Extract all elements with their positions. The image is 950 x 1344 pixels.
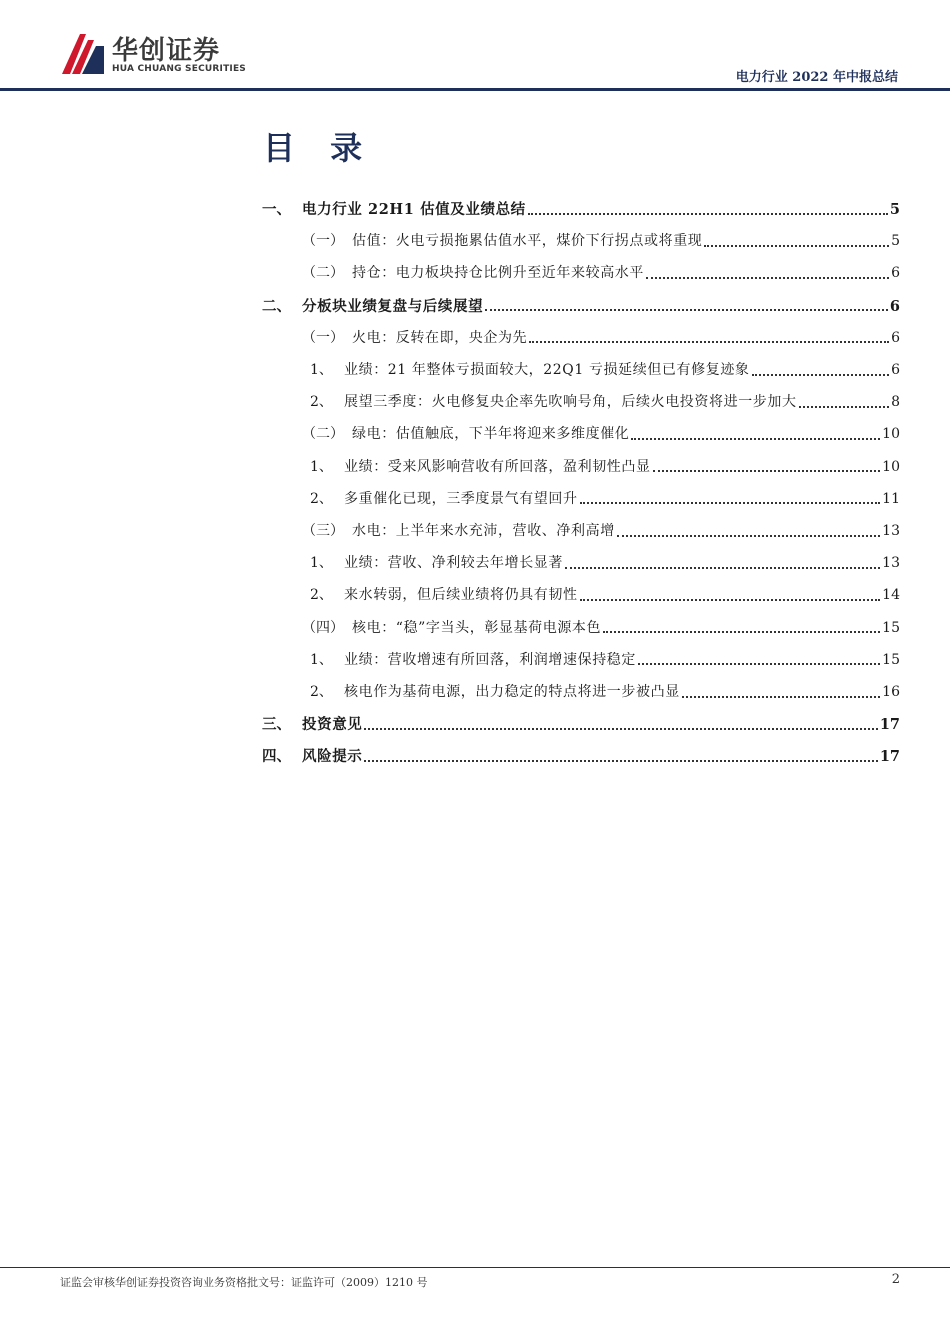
toc-entry-page: 5 xyxy=(891,233,900,250)
toc-entry-title: 业绩：营收增速有所回落，利润增速保持稳定 xyxy=(344,651,636,668)
toc-entry-page: 8 xyxy=(891,394,900,411)
toc-entry[interactable] xyxy=(262,745,900,767)
toc-entry-page: 14 xyxy=(882,587,900,604)
toc-entry[interactable] xyxy=(262,295,900,317)
toc-entry[interactable] xyxy=(310,649,900,671)
page-header xyxy=(0,0,950,92)
toc-entry[interactable] xyxy=(302,230,900,252)
toc-leader-dots xyxy=(565,566,880,569)
toc-entry-number: 2、 xyxy=(310,394,333,411)
toc-entry-page: 6 xyxy=(891,329,900,346)
header-divider xyxy=(0,88,950,91)
toc-entry-page: 5 xyxy=(889,201,900,218)
toc-entry[interactable] xyxy=(302,617,900,639)
toc-entry-page: 6 xyxy=(889,297,900,315)
toc-leader-dots xyxy=(485,308,888,311)
toc-entry[interactable] xyxy=(310,488,900,510)
toc-entry[interactable] xyxy=(310,391,900,413)
toc-entry-number: 四、 xyxy=(262,748,291,766)
toc-leader-dots xyxy=(528,212,888,215)
toc-leader-dots xyxy=(580,598,881,601)
toc-entry-number: （四） xyxy=(302,619,344,636)
toc-entry-page: 10 xyxy=(882,458,900,475)
toc-entry-number: 2、 xyxy=(310,490,333,507)
toc-entry[interactable] xyxy=(262,198,900,220)
toc-entry-page: 13 xyxy=(882,523,900,539)
toc-leader-dots xyxy=(682,695,880,698)
toc-entry[interactable] xyxy=(302,520,900,542)
toc-leader-dots xyxy=(364,727,877,730)
toc-entry-title: 估值：火电亏损拖累估值水平，煤价下行拐点或将重现 xyxy=(352,233,703,250)
toc-entry-number: 一、 xyxy=(262,201,291,218)
toc-entry-title: 电力行业 22H1 估值及业绩总结 xyxy=(302,201,526,218)
toc-leader-dots xyxy=(638,662,880,665)
toc-leader-dots xyxy=(617,534,880,537)
toc-entry[interactable] xyxy=(310,584,900,606)
toc-entry-page: 15 xyxy=(882,619,900,636)
toc-entry[interactable] xyxy=(310,359,900,381)
toc-entry-number: 1、 xyxy=(310,458,333,475)
logo-chinese-name: 华创证券 xyxy=(112,36,221,66)
toc-entry-number: 1、 xyxy=(310,555,333,572)
toc-leader-dots xyxy=(653,469,881,472)
toc-entry-title: 核电作为基荷电源，出力稳定的特点将进一步被凸显 xyxy=(344,684,680,700)
toc-leader-dots xyxy=(646,276,889,279)
toc-entry-page: 10 xyxy=(882,426,900,443)
logo-mark-icon xyxy=(60,30,106,76)
toc-entry-number: 1、 xyxy=(310,362,333,378)
toc-leader-dots xyxy=(752,373,890,376)
toc-entry-number: 二、 xyxy=(262,297,291,315)
toc-entry-title: 水电：上半年来水充沛，营收、净利高增 xyxy=(352,523,615,539)
toc-entry-title: 火电：反转在即，央企为先 xyxy=(352,329,528,346)
company-logo xyxy=(60,30,260,80)
toc-entry[interactable] xyxy=(310,681,900,703)
page-number: 2 xyxy=(891,1272,900,1287)
toc-entry-number: 1、 xyxy=(310,651,333,668)
toc-entry-title: 展望三季度：火电修复央企率先吹响号角，后续火电投资将进一步加大 xyxy=(344,394,797,411)
toc-title: 目 录 xyxy=(263,129,375,167)
toc-entry-page: 13 xyxy=(882,555,900,572)
toc-entry-number: 2、 xyxy=(310,587,333,604)
toc-entry-page: 16 xyxy=(882,684,900,700)
toc-entry-number: （三） xyxy=(302,523,344,539)
toc-entry-number: 三、 xyxy=(262,716,291,734)
toc-entry[interactable] xyxy=(302,262,900,284)
toc-entry-number: （二） xyxy=(302,426,344,443)
toc-entry[interactable] xyxy=(302,423,900,445)
toc-entry-page: 11 xyxy=(882,490,900,507)
toc-leader-dots xyxy=(603,630,880,633)
toc-entry[interactable] xyxy=(262,713,900,735)
toc-entry[interactable] xyxy=(310,456,900,478)
toc-entry-page: 17 xyxy=(879,716,900,734)
toc-entry-title: 投资意见 xyxy=(302,716,363,734)
toc-entry-title: 业绩：受来风影响营收有所回落，盈利韧性凸显 xyxy=(344,458,651,475)
toc-entry[interactable] xyxy=(310,552,900,574)
toc-leader-dots xyxy=(580,501,881,504)
toc-leader-dots xyxy=(529,340,889,343)
toc-entry-number: （一） xyxy=(302,329,344,346)
toc-entry-page: 6 xyxy=(891,362,900,378)
toc-entry-title: 多重催化已现，三季度景气有望回升 xyxy=(344,490,578,507)
toc-entry-title: 核电：“稳”字当头，彰显基荷电源本色 xyxy=(352,619,602,636)
toc-entry[interactable] xyxy=(302,327,900,349)
logo-english-name: HUA CHUANG SECURITIES xyxy=(112,64,246,74)
toc-entry-page: 17 xyxy=(879,748,900,766)
toc-leader-dots xyxy=(364,759,877,762)
toc-entry-number: 2、 xyxy=(310,684,333,700)
toc-leader-dots xyxy=(704,244,889,247)
toc-entry-title: 绿电：估值触底，下半年将迎来多维度催化 xyxy=(352,426,630,443)
toc-entry-number: （二） xyxy=(302,265,344,282)
footer-license: 证监会审核华创证券投资咨询业务资格批文号：证监许可（2009）1210 号 xyxy=(60,1276,428,1289)
toc-leader-dots xyxy=(799,405,889,408)
toc-entry-page: 6 xyxy=(891,265,900,282)
footer-divider xyxy=(0,1267,950,1268)
toc-entry-title: 风险提示 xyxy=(302,748,363,766)
toc-entry-number: （一） xyxy=(302,233,344,250)
toc-leader-dots xyxy=(631,437,880,440)
toc-entry-title: 来水转弱，但后续业绩将仍具有韧性 xyxy=(344,587,578,604)
toc-entry-title: 持仓：电力板块持仓比例升至近年来较高水平 xyxy=(352,265,644,282)
toc-entry-title: 分板块业绩复盘与后续展望 xyxy=(302,297,484,315)
toc-entry-page: 15 xyxy=(882,651,900,668)
toc-entry-title: 业绩：21 年整体亏损面较大，22Q1 亏损延续但已有修复迹象 xyxy=(344,362,750,378)
toc-entry-title: 业绩：营收、净利较去年增长显著 xyxy=(344,555,563,572)
report-title: 电力行业 2022 年中报总结 xyxy=(735,70,898,85)
